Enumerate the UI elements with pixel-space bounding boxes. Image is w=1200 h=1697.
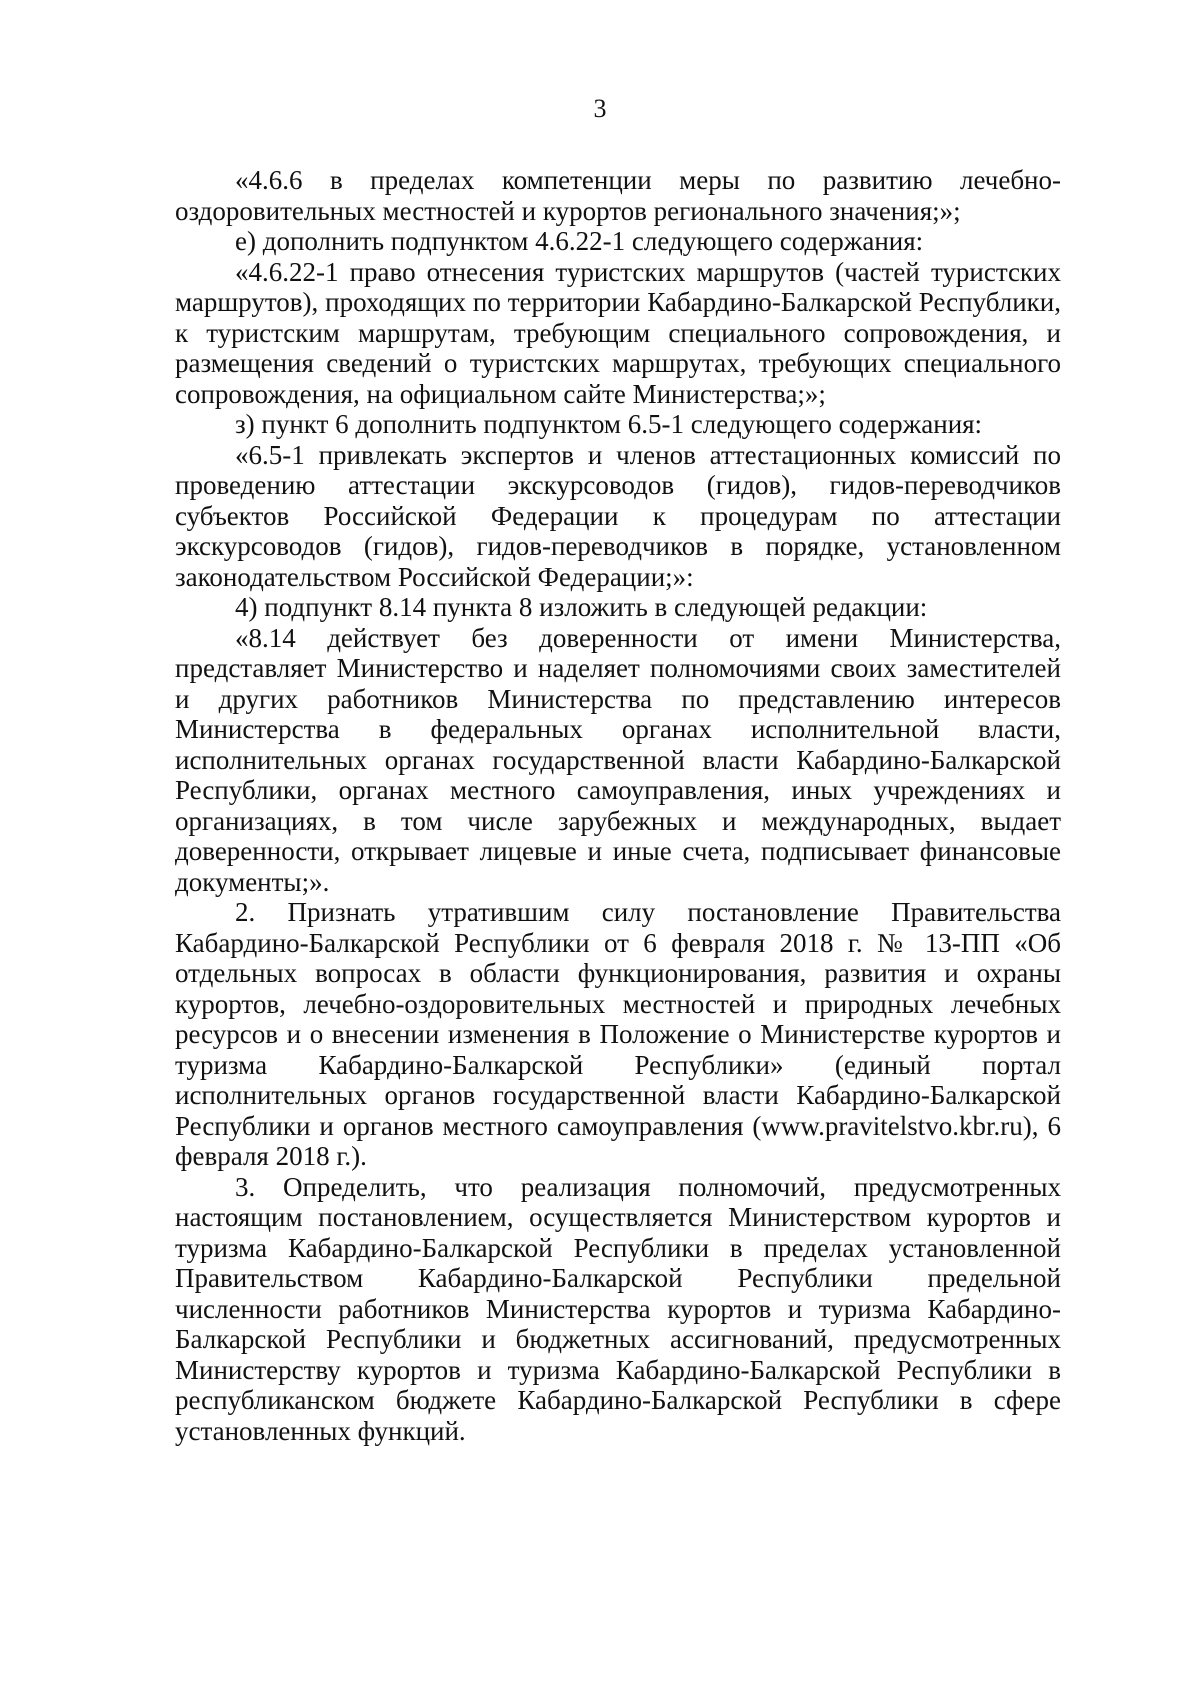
page-number: 3 [593,94,607,123]
paragraph: «6.5-1 привлекать экспертов и членов аттестационных комиссий по проведению аттестации экскурсоводов (гидов), гидов-переводчиков субъектов Российской Федерации к процедурам по аттестации экскурсоводов (гидов), гидов-переводчиков в порядке, установленном законодательством Российской Федерации;»: [175,439,1061,592]
document-body [175,165,1061,1446]
paragraph: е) дополнить подпунктом 4.6.22-1 следующего содержания: [235,226,924,256]
paragraph: з) пункт 6 дополнить подпунктом 6.5-1 следующего содержания: [235,409,983,439]
paragraph: 2. Признать утратившим силу постановление Правительства Кабардино-Балкарской Республики от 6 февраля 2018 г. № 13-ПП «Об отдельных вопросах в области функционирования, развития и охраны курортов, лечебно-оздоровительных местностей и природных лечебных ресурсов и о внесении изменения в Положение о Министерстве курортов и туризма Кабардино-Балкарской Республики» (единый портал исполнительных органов государственной власти Кабардино-Балкарской Республики и органов местного самоуправления (www.pravitelstvo.kbr.ru), 6 февраля 2018 г.). [175,897,1061,1171]
paragraph: «4.6.6 в пределах компетенции меры по развитию лечебно-оздоровительных местностей и курортов регионального значения;»; [175,165,1061,226]
paragraph: 4) подпункт 8.14 пункта 8 изложить в следующей редакции: [235,592,928,622]
paragraph: «8.14 действует без доверенности от имени Министерства, представляет Министерство и наделяет полномочиями своих заместителей и других работников Министерства по представлению интересов Министерства в федеральных органах исполнительной власти, исполнительных органах государственной власти Кабардино-Балкарской Республики, органах местного самоуправления, иных учреждениях и организациях, в том числе зарубежных и международных, выдает доверенности, открывает лицевые и иные счета, подписывает финансовые документы;». [175,622,1061,897]
paragraph: «4.6.22-1 право отнесения туристских маршрутов (частей туристских маршрутов), проходящих по территории Кабардино-Балкарской Республики, к туристским маршрутам, требующим специального сопровождения, и размещения сведений о туристских маршрутах, требующих специального сопровождения, на официальном сайте Министерства;»; [175,256,1061,409]
paragraph: 3. Определить, что реализация полномочий, предусмотренных настоящим постановлением, осуществляется Министерством курортов и туризма Кабардино-Балкарской Республики в пределах установленной Правительством Кабардино-Балкарской Республики предельной численности работников Министерства курортов и туризма Кабардино-Балкарской Республики и бюджетных ассигнований, предусмотренных Министерству курортов и туризма Кабардино-Балкарской Республики в республиканском бюджете Кабардино-Балкарской Республики в сфере установленных функций. [175,1171,1061,1446]
